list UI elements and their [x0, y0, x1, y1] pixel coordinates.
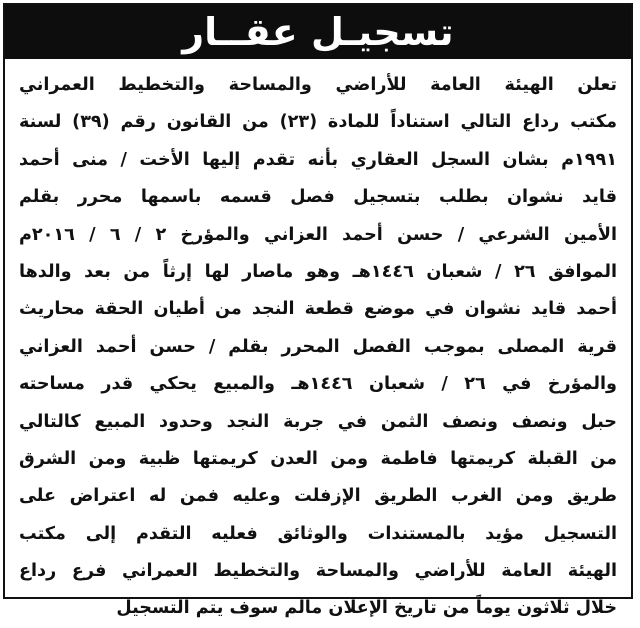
notice-line: الأمين الشرعي / حسن أحمد العزاني والمؤرخ ٢ / ٦ / ٢٠١٦م: [19, 224, 617, 245]
notice-header: [5, 5, 631, 59]
notice-line: الهيئة العامة للأراضي والمساحة والتخطيط العمراني فرع رداع: [19, 561, 617, 582]
notice-line: قايد نشوان بطلب بتسجيل فصل قسمه باسمها محرر بقلم: [19, 187, 617, 208]
notice-line: الموافق ٢٦ / شعبان ١٤٤٦هـ وهو ماصار لها إرثاً من بعد والدها: [19, 261, 617, 282]
notice-line: قرية المصلى بموجب الفصل المحرر بقلم / حسن أحمد العزاني: [19, 336, 617, 357]
notice-line: مكتب رداع التالي استناداً للمادة (٢٣) من القانون رقم (٣٩) لسنة: [19, 112, 617, 133]
notice-line: حبل ونصف ونصف الثمن في جربة النجد وحدود المبيع كالتالي: [19, 411, 617, 432]
property-registration-notice: [3, 3, 633, 619]
notice-line: خلال ثلاثون يوماً من تاريخ الإعلان مالم سوف يتم التسجيل: [116, 598, 617, 619]
notice-line: من القبلة كريمتها فاطمة ومن العدن كريمتها ظبية ومن الشرق: [19, 448, 617, 469]
notice-line: التسجيل مؤيد بالمستندات والوثائق فعليه التقدم إلى مكتب: [19, 523, 617, 544]
notice-line: ١٩٩١م بشان السجل العقاري بأنه تقدم إليها الأخت / منى أحمد: [19, 149, 617, 170]
notice-line: والمؤرخ في ٢٦ / شعبان ١٤٤٦هـ والمبيع يحكي قدر مساحته: [19, 374, 617, 395]
notice-line: طريق ومن الغرب الطريق الإزفلت وعليه فمن له اعتراض على: [19, 486, 617, 507]
notice-line: تعلن الهيئة العامة للأراضي والمساحة والتخطيط العمراني: [19, 75, 617, 95]
notice-line: أحمد قايد نشوان في موضع قطعة النجد من أطيان الحقة محاريث: [19, 299, 617, 320]
notice-body: [19, 67, 617, 628]
notice-title: تسجيـل عقــار: [182, 10, 454, 54]
